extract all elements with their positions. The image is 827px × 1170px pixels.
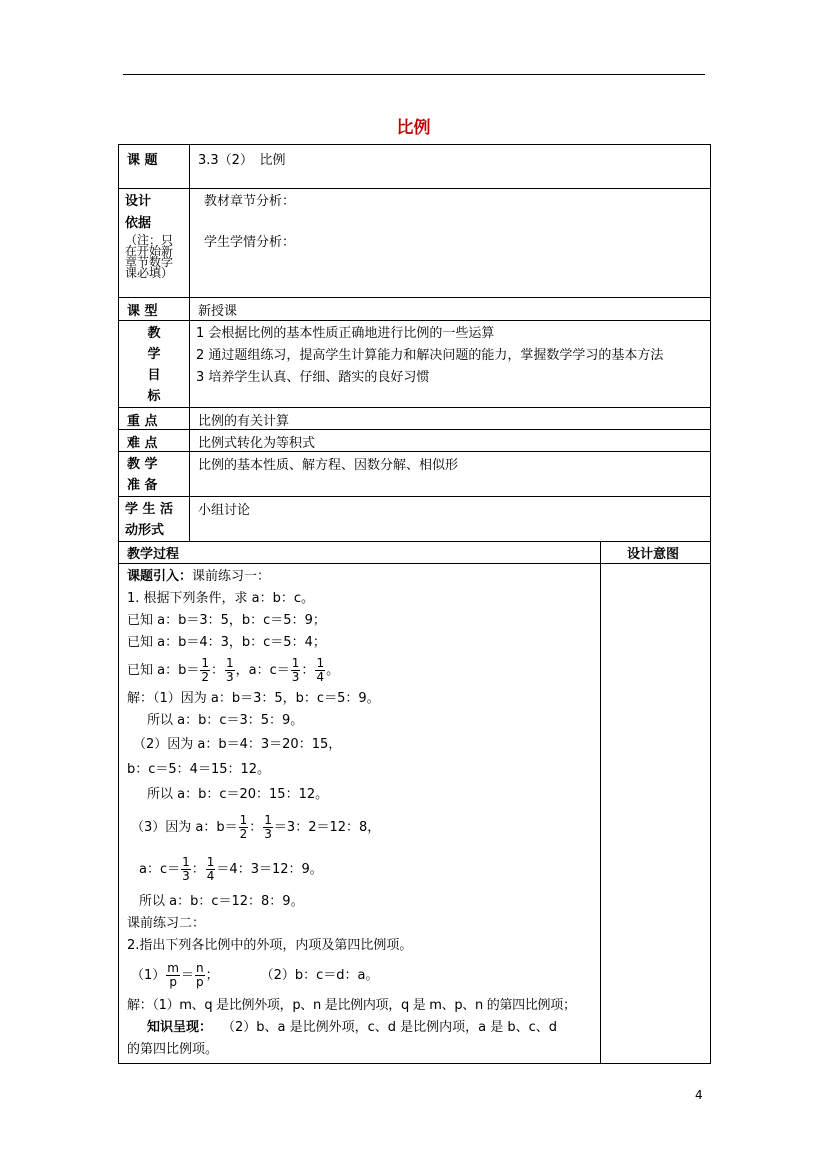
- fraction: [166, 962, 180, 989]
- goal-char-2: 学: [147, 347, 161, 362]
- key-label: 重 点: [119, 408, 190, 430]
- answer-line: 解：（1）m、q 是比例外项，p、n 是比例内项，q 是 m、p、n 的第四比例项；: [127, 998, 576, 1013]
- answer-line: 的第四比例项。: [127, 1042, 219, 1057]
- numerator: 1: [201, 656, 209, 670]
- condition-2: 已知 a：b＝4：3，b：c＝5：4；: [127, 635, 326, 650]
- fraction: [291, 657, 301, 684]
- difficulty-label: 难 点: [119, 430, 190, 452]
- knowledge-label: 知识呈现：: [147, 1020, 213, 1035]
- denominator: p: [195, 975, 204, 989]
- condition-1: 已知 a：b＝3：5，b：c＝5：9；: [127, 613, 326, 628]
- answer-line: [127, 1017, 600, 1039]
- condition-3: [127, 654, 600, 688]
- numerator: 1: [291, 656, 300, 670]
- prep-label-line: 准 备: [127, 478, 158, 493]
- intro-label: 课题引入：: [127, 569, 193, 584]
- row-process-header: [119, 542, 711, 564]
- fraction: [315, 657, 325, 684]
- question-2-parts: [127, 957, 600, 995]
- fraction: [225, 657, 235, 684]
- numerator: 1: [206, 855, 215, 869]
- fraction: [263, 814, 273, 841]
- row-activity: [119, 497, 711, 542]
- row-difficulty: [119, 430, 711, 452]
- basis-content: [190, 189, 711, 298]
- solution-line: 解：（1）因为 a：b＝3：5，b：c＝5：9。: [127, 691, 380, 706]
- question-1: 1. 根据下列条件，求 a：b：c。: [127, 591, 315, 606]
- solution-line-4: [127, 849, 600, 891]
- goal-char-4: 标: [147, 389, 161, 404]
- fraction: [200, 657, 210, 684]
- solution-text: ＝4：3＝12：9。: [216, 862, 323, 877]
- row-prep: [119, 452, 711, 497]
- activity-label-line: 学 生 活: [125, 502, 174, 517]
- denominator: 2: [201, 670, 209, 684]
- prep-value: 比例的基本性质、解方程、因数分解、相似形: [190, 452, 711, 497]
- part-text: （2）b：c＝d：a。: [260, 968, 379, 983]
- colon: ：: [301, 663, 315, 678]
- solution-text: ＝3：2＝12：8，: [273, 820, 381, 835]
- row-process: [119, 564, 711, 1064]
- part-text: ；: [205, 968, 219, 983]
- denominator: 3: [226, 670, 234, 684]
- prep-label-line: 教 学: [127, 457, 158, 472]
- solution-line: 所以 a：b：c＝12：8：9。: [139, 894, 304, 909]
- process-content: [119, 564, 601, 1064]
- numerator: 1: [239, 813, 248, 827]
- denominator: p: [169, 975, 177, 989]
- colon: ：: [211, 663, 225, 678]
- numerator: 1: [226, 656, 234, 670]
- goal-char-1: 教: [147, 326, 161, 341]
- exercise-2-title: 课前练习二：: [127, 916, 206, 931]
- activity-label-line: 动形式: [125, 523, 165, 538]
- difficulty-value: 比例式转化为等积式: [190, 430, 711, 452]
- solution-line: 所以 a：b：c＝3：5：9。: [147, 713, 304, 728]
- header-rule: [123, 74, 705, 75]
- denominator: 2: [239, 827, 248, 841]
- goals-content: [190, 321, 711, 408]
- activity-label: [119, 497, 190, 542]
- solution-line-3: [127, 807, 600, 849]
- denominator: 3: [264, 827, 272, 841]
- solution-line: （2）因为 a：b＝4：3＝20：15，: [133, 737, 342, 752]
- numerator: 1: [182, 855, 190, 869]
- goal-item: 1 会根据比例的基本性质正确地进行比例的一些运算: [196, 326, 495, 341]
- condition-3-text: 已知 a：b＝: [127, 663, 200, 678]
- row-type: [119, 298, 711, 321]
- fraction: [195, 962, 205, 989]
- lesson-plan-table: [118, 144, 711, 1064]
- type-value: 新授课: [190, 298, 711, 321]
- solution-line: b：c＝5：4＝15：12。: [127, 762, 271, 777]
- prep-label: [119, 452, 190, 497]
- goal-item: 3 培养学生认真、仔细、踏实的良好习惯: [196, 370, 430, 385]
- row-key: [119, 408, 711, 430]
- numerator: n: [196, 961, 204, 975]
- topic-label: 课 题: [119, 145, 190, 189]
- colon: ：: [249, 820, 263, 835]
- denominator: 3: [182, 869, 190, 883]
- numerator: m: [167, 961, 179, 975]
- basis-cell: [119, 189, 190, 298]
- goal-item: 2 通过题组练习，提高学生计算能力和解决问题的能力，掌握数学学习的基本方法: [196, 348, 664, 363]
- textbook-analysis: 教材章节分析：: [204, 194, 296, 209]
- topic-value: 3.3（2） 比例: [190, 145, 711, 189]
- fraction: [239, 814, 249, 841]
- solution-text: a：c＝: [139, 862, 181, 877]
- denominator: 4: [206, 869, 215, 883]
- fraction: [206, 856, 216, 883]
- page-number: 4: [695, 1088, 703, 1102]
- intent-header: 设计意图: [601, 542, 711, 564]
- goal-char-3: 目: [147, 368, 161, 383]
- type-label: 课 型: [119, 298, 190, 321]
- fraction: [181, 856, 191, 883]
- basis-note: （注：只在开始新章节数学课必填）: [125, 233, 174, 280]
- question-2: 2.指出下列各比例中的外项，内项及第四比例项。: [127, 938, 413, 953]
- intro-text: 课前练习一：: [192, 569, 271, 584]
- condition-3-text: 。: [326, 663, 340, 678]
- row-topic: [119, 145, 711, 189]
- solution-line: 所以 a：b：c＝20：15：12。: [147, 787, 329, 802]
- solution-text: （3）因为 a：b＝: [131, 820, 238, 835]
- denominator: 3: [291, 670, 300, 684]
- student-analysis: 学生学情分析：: [204, 235, 296, 250]
- page-title: 比例: [396, 118, 431, 138]
- basis-label: 设计依据: [125, 194, 152, 231]
- answer-text: （2）b、a 是比例外项，c、d 是比例内项，a 是 b、c、d: [222, 1020, 558, 1035]
- row-basis: [119, 189, 711, 298]
- numerator: 1: [316, 656, 325, 670]
- key-value: 比例的有关计算: [190, 408, 711, 430]
- activity-value: 小组讨论: [190, 497, 711, 542]
- denominator: 4: [316, 670, 325, 684]
- intent-content: [601, 564, 711, 1064]
- goals-label: [119, 321, 190, 408]
- row-goals: [119, 321, 711, 408]
- numerator: 1: [264, 813, 272, 827]
- equals: ＝: [180, 968, 194, 983]
- part-label: （1）: [131, 968, 166, 983]
- colon: ：: [191, 862, 205, 877]
- process-header: 教学过程: [119, 542, 601, 564]
- condition-3-text: ，a：c＝: [235, 663, 290, 678]
